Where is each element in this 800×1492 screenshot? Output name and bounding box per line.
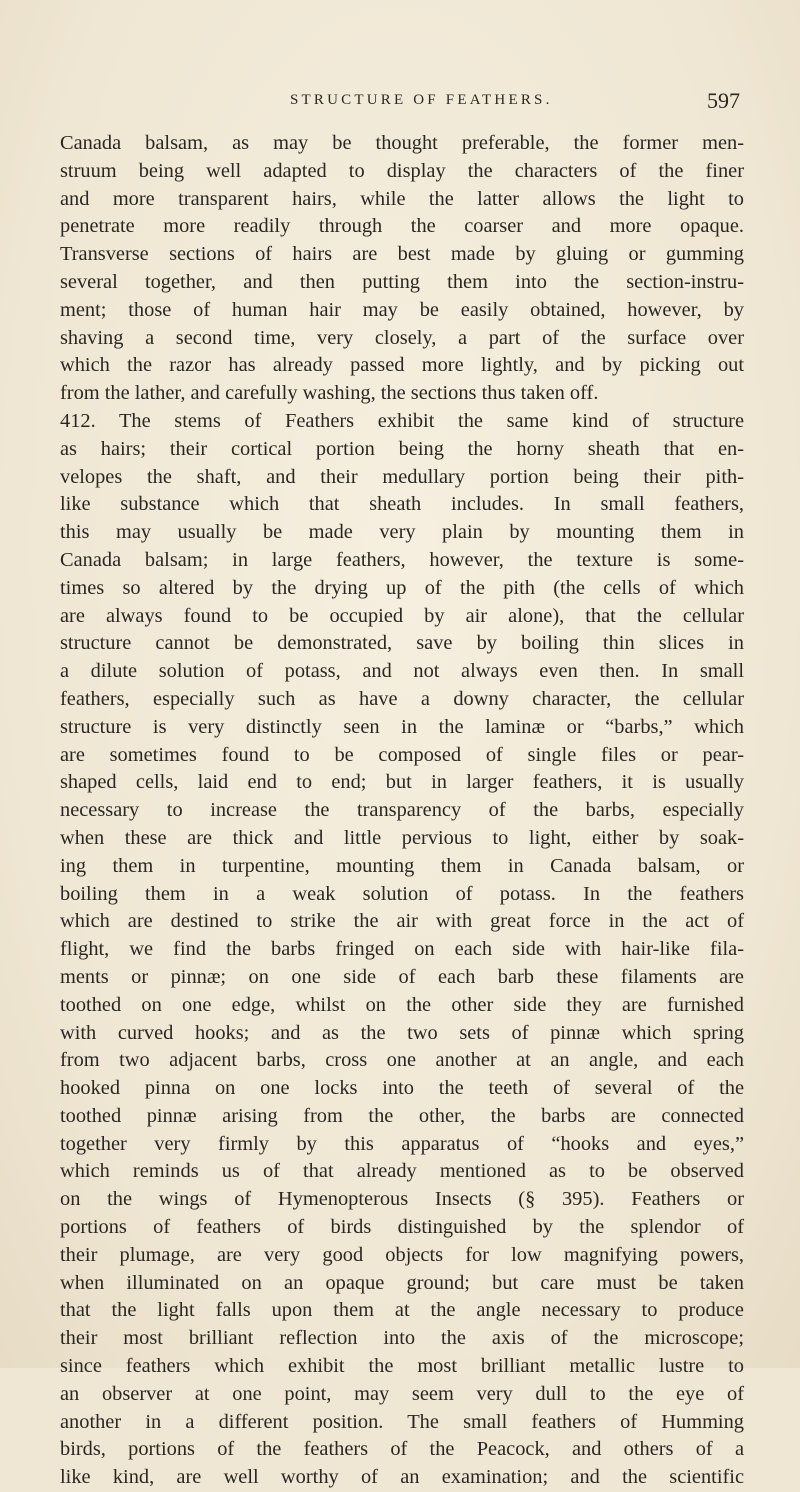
text-line: boiling them in a weak solution of potass. In the feathers bbox=[60, 882, 744, 905]
text-line: toothed pinnæ arising from the other, the barbs are connected bbox=[60, 1104, 744, 1127]
text-line: times so altered by the drying up of the pith (the cells of which bbox=[60, 576, 744, 599]
running-head bbox=[60, 88, 740, 118]
text-line: ments or pinnæ; on one side of each barb these filaments are bbox=[60, 965, 744, 988]
text-line: their plumage, are very good objects for low magnifying powers, bbox=[60, 1243, 744, 1266]
page-number: 597 bbox=[707, 88, 740, 113]
text-line: their most brilliant reflection into the axis of the microscope; bbox=[60, 1327, 744, 1350]
text-line: 412. The stems of Feathers exhibit the same kind of structure bbox=[60, 409, 744, 432]
text-line: which reminds us of that already mentioned as to be observed bbox=[60, 1160, 744, 1183]
text-line: structure is very distinctly seen in the laminæ or “barbs,” which bbox=[60, 715, 744, 738]
text-line: this may usually be made very plain by mounting them in bbox=[60, 521, 744, 544]
running-title: STRUCTURE OF FEATHERS. bbox=[290, 92, 553, 108]
text-line: that the light falls upon them at the angle necessary to produce bbox=[60, 1299, 744, 1322]
text-line: from the lather, and carefully washing, the sections thus taken off. bbox=[60, 382, 599, 405]
text-line: as hairs; their cortical portion being the horny sheath that en- bbox=[60, 437, 744, 460]
text-line: struum being well adapted to display the characters of the finer bbox=[60, 159, 744, 182]
text-line: hooked pinna on one locks into the teeth of several of the bbox=[60, 1077, 744, 1100]
text-line: are sometimes found to be composed of single files or pear- bbox=[60, 743, 744, 766]
text-line: like substance which that sheath includes. In small feathers, bbox=[60, 493, 744, 516]
text-line: velopes the shaft, and their medullary portion being their pith- bbox=[60, 465, 744, 488]
text-line: when illuminated on an opaque ground; but care must be taken bbox=[60, 1271, 744, 1294]
body-text bbox=[60, 130, 744, 1492]
text-line: ing them in turpentine, mounting them in Canada balsam, or bbox=[60, 854, 744, 877]
text-line: penetrate more readily through the coarser and more opaque. bbox=[60, 215, 744, 238]
text-line: shaving a second time, very closely, a part of the surface over bbox=[60, 326, 744, 349]
text-line: structure cannot be demonstrated, save by boiling thin slices in bbox=[60, 632, 744, 655]
text-line: like kind, are well worthy of an examination; and the scientific bbox=[60, 1466, 744, 1489]
text-line: are always found to be occupied by air alone), that the cellular bbox=[60, 604, 744, 627]
text-line: portions of feathers of birds distinguished by the splendor of bbox=[60, 1216, 744, 1239]
text-line: on the wings of Hymenopterous Insects (§ 395). Feathers or bbox=[60, 1188, 744, 1211]
text-line: Transverse sections of hairs are best made by gluing or gumming bbox=[60, 243, 744, 266]
text-line: shaped cells, laid end to end; but in larger feathers, it is usually bbox=[60, 771, 744, 794]
text-line: another in a different position. The small feathers of Humming bbox=[60, 1410, 744, 1433]
text-line: birds, portions of the feathers of the Peacock, and others of a bbox=[60, 1438, 744, 1461]
text-line: an observer at one point, may seem very dull to the eye of bbox=[60, 1382, 744, 1405]
text-line: ment; those of human hair may be easily obtained, however, by bbox=[60, 298, 744, 321]
text-line: Canada balsam, as may be thought preferable, the former men- bbox=[60, 132, 744, 154]
text-line: flight, we find the barbs fringed on each side with hair-like fila- bbox=[60, 938, 744, 961]
text-line: necessary to increase the transparency of the barbs, especially bbox=[60, 799, 744, 822]
text-line: Canada balsam; in large feathers, however, the texture is some- bbox=[60, 548, 744, 571]
text-line: which the razor has already passed more lightly, and by picking out bbox=[60, 354, 744, 377]
text-line: which are destined to strike the air with great force in the act of bbox=[60, 910, 744, 933]
text-line: feathers, especially such as have a downy character, the cellular bbox=[60, 687, 744, 710]
text-line: with curved hooks; and as the two sets of pinnæ which spring bbox=[60, 1021, 744, 1044]
text-line: a dilute solution of potass, and not always even then. In small bbox=[60, 660, 744, 683]
text-line: together very firmly by this apparatus of “hooks and eyes,” bbox=[60, 1132, 744, 1155]
text-line: from two adjacent barbs, cross one another at an angle, and each bbox=[60, 1049, 744, 1072]
text-line: toothed on one edge, whilst on the other side they are furnished bbox=[60, 993, 744, 1016]
text-line: when these are thick and little pervious to light, either by soak- bbox=[60, 826, 744, 849]
text-line: since feathers which exhibit the most brilliant metallic lustre to bbox=[60, 1355, 744, 1378]
text-line: several together, and then putting them into the section-instru- bbox=[60, 270, 744, 293]
text-line: and more transparent hairs, while the latter allows the light to bbox=[60, 187, 744, 210]
